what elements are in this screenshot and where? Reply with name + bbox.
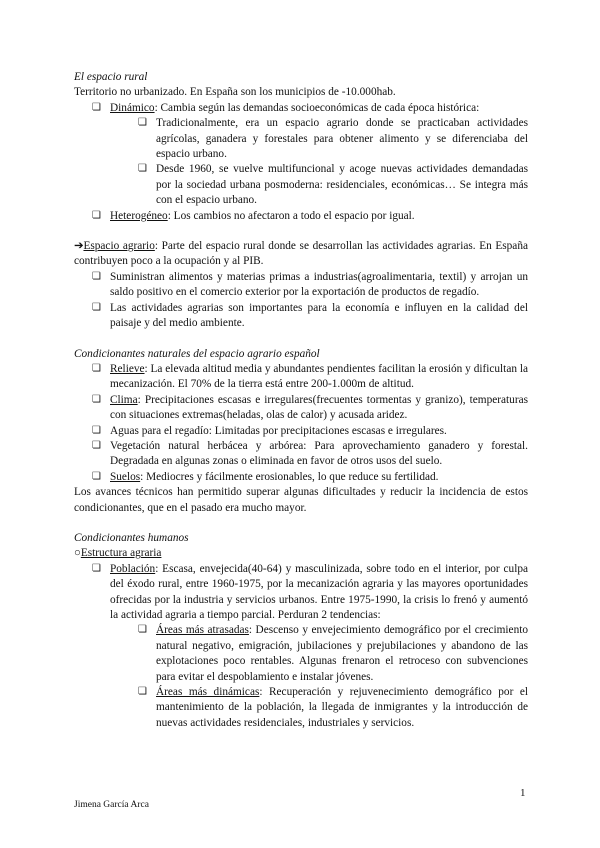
list-item-desde-1960 <box>74 162 528 208</box>
intro-paragraph: Territorio no urbanizado. En España son los municipios de -10.000hab. <box>74 86 396 99</box>
text-clima: : Precipitaciones escasas e irregulares(frecuentes tormentas y granizo), temperaturas con situaciones extremas(heladas, olas de calor) y acusada aridez. <box>110 393 528 422</box>
checkbox-bullet-icon: ❏ <box>92 424 101 436</box>
list-item-vegetacion <box>74 439 528 470</box>
text-dinamico: : Cambia según las demandas socioeconómicas de cada época histórica: <box>154 101 480 114</box>
term-areas-dinamicas: Áreas más dinámicas <box>156 686 260 699</box>
text-areas-dinamicas: : Recuperación y rejuvenecimiento demográfico por el mantenimiento de la población, la llegada de inmigrantes y la introducción de nuevas actividades residenciales, industriales y servicios. <box>156 686 528 729</box>
term-poblacion: Población <box>110 562 156 575</box>
list-item-areas-atrasadas <box>74 623 528 685</box>
term-heterogeneo: Heterogéneo <box>110 209 168 222</box>
text-tradicionalmente: Tradicionalmente, era un espacio agrario donde se practicaban actividades agrícolas, ganadera y forestales para obtener alimento y se diferenciaba del espacio urbano. <box>156 117 528 161</box>
footer-author: Jimena García Arca <box>74 800 149 810</box>
term-areas-atrasadas: Áreas más atrasadas <box>156 624 249 637</box>
section-title-condicionantes-naturales: Condicionantes naturales del espacio agrario español <box>74 347 320 360</box>
checkbox-bullet-icon: ❏ <box>92 393 101 405</box>
term-clima: Clima <box>110 393 138 406</box>
list-item-tradicionalmente <box>74 116 528 162</box>
circle-bullet-icon: ○ <box>74 547 81 560</box>
term-estructura-agraria: Estructura agraria <box>80 547 162 560</box>
text-actividades: Las actividades agrarias son importantes para la economía e influyen en la calidad del paisaje y del medio ambiente. <box>110 301 528 330</box>
list-item-suelos <box>74 470 528 485</box>
text-desde-1960: Desde 1960, se vuelve multifuncional y acoge nuevas actividades demandadas por la sociedad urbana posmoderna: residenciales, económicas… Se integra más con el espacio urbano. <box>156 163 528 207</box>
section-title-espacio-rural: El espacio rural <box>74 71 148 83</box>
page-number: 1 <box>520 787 526 799</box>
text-heterogeneo: : Los cambios no afectaron a todo el espacio por igual. <box>167 209 415 222</box>
list-item-areas-dinamicas <box>74 685 528 731</box>
checkbox-bullet-icon: ❏ <box>92 301 101 313</box>
text-aguas: Aguas para el regadío: Limitadas por precipitaciones escasas e irregulares. <box>110 424 447 437</box>
document-page <box>74 70 528 731</box>
checkbox-bullet-icon: ❏ <box>92 439 101 451</box>
list-item-heterogeneo <box>74 209 528 224</box>
checkbox-bullet-icon: ❏ <box>138 117 147 129</box>
checkbox-bullet-icon: ❏ <box>92 209 101 221</box>
checkbox-bullet-icon: ❏ <box>138 686 147 698</box>
text-vegetacion: Vegetación natural herbácea y arbórea: Para aprovechamiento ganadero y forestal. Degradada en algunas zonas o eliminada en favor de otros usos del suelo. <box>110 439 528 468</box>
text-suministran: Suministran alimentos y materias primas a industrias(agroalimentaria, textil) y arrojan un saldo positivo en el comercio exterior por la exportación de productos de regadío. <box>110 270 528 299</box>
espacio-agrario-paragraph <box>74 239 528 270</box>
text-suelos: : Mediocres y fácilmente erosionables, lo que reduce su fertilidad. <box>140 470 439 483</box>
checkbox-bullet-icon: ❏ <box>92 362 101 374</box>
list-item-actividades <box>74 301 528 332</box>
list-item-clima <box>74 393 528 424</box>
checkbox-bullet-icon: ❏ <box>92 470 101 482</box>
estructura-agraria-heading <box>74 546 528 561</box>
arrow-icon: ➔ <box>74 240 84 253</box>
term-relieve: Relieve <box>110 362 145 375</box>
closing-paragraph: Los avances técnicos han permitido superar algunas dificultades y reducir la incidencia de estos condicionantes, que en el pasado era mucho mayor. <box>74 486 528 514</box>
text-relieve: : La elevada altitud media y abundantes pendientes facilitan la erosión y dificultan la mecanización. El 70% de la tierra está entre 200-1.000m de altitud. <box>110 362 528 391</box>
text-espacio-agrario: : Parte del espacio rural donde se desarrollan las actividades agrarias. En España contribuyen poco a la ocupación y al PIB. <box>74 240 528 268</box>
section-title-condicionantes-humanos: Condicionantes humanos <box>74 531 189 544</box>
text-areas-atrasadas: : Descenso y envejecimiento demográfico por el crecimiento natural negativo, emigración, jubilaciones y prejubilaciones y abandono de las explotaciones poco rentables. Algunas frenaron el retroceso con subvenciones para evitar el despoblamiento e instalar jóvenes. <box>156 624 529 683</box>
checkbox-bullet-icon: ❏ <box>92 562 101 574</box>
term-espacio-agrario: Espacio agrario <box>83 240 155 253</box>
text-poblacion: : Escasa, envejecida(40-64) y masculinizada, sobre todo en el interior, por culpa del éxodo rural, entre 1960-1975, por la mecanización agraria y las mayores oportunidades ofrecidas por la industria y servicios urbanos. Entre 1975-1990, la crisis lo frenó y aumentó la actividad agraria a tiempo parcial. Perduran 2 tendencias: <box>110 562 528 621</box>
term-suelos: Suelos <box>110 470 141 483</box>
checkbox-bullet-icon: ❏ <box>92 270 101 282</box>
list-item-dinamico <box>74 101 528 116</box>
list-item-aguas <box>74 424 528 439</box>
checkbox-bullet-icon: ❏ <box>138 624 147 636</box>
list-item-suministran <box>74 270 528 301</box>
list-item-relieve <box>74 362 528 393</box>
list-item-poblacion <box>74 562 528 624</box>
term-dinamico: Dinámico <box>110 101 155 114</box>
checkbox-bullet-icon: ❏ <box>138 163 147 175</box>
checkbox-bullet-icon: ❏ <box>92 101 101 113</box>
